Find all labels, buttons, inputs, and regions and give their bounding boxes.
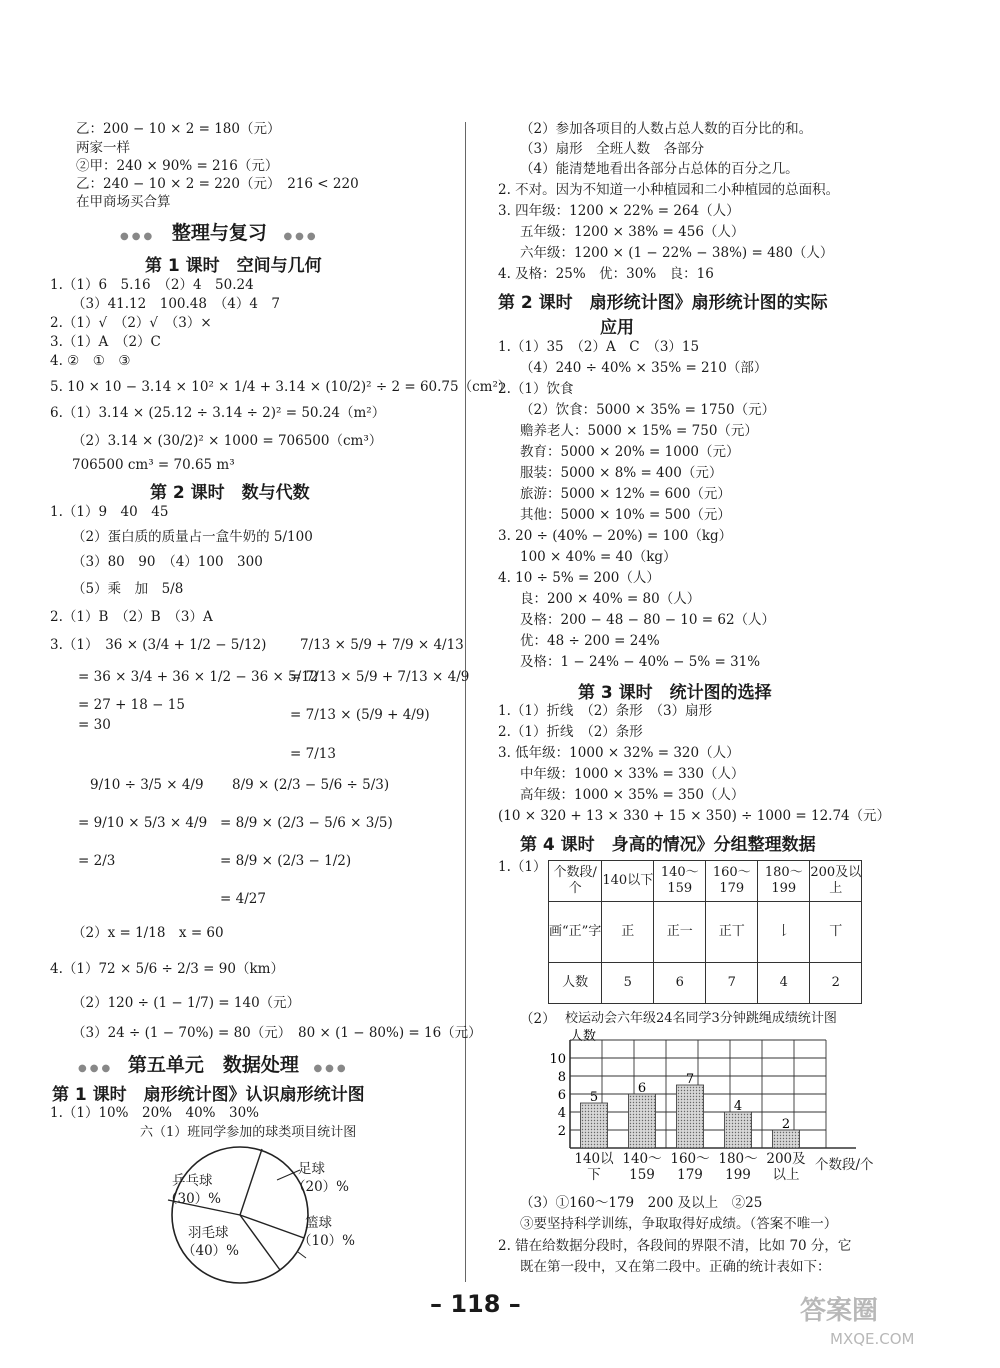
- text-line: 4. ② ① ③: [50, 353, 131, 369]
- bar-value-label: 5: [589, 1090, 599, 1105]
- pie-label-pingpong: 乒乓球: [172, 1173, 213, 1189]
- bar-value-label: 7: [685, 1072, 695, 1087]
- text-line: 旅游：5000 × 12% = 600（元）: [520, 486, 731, 502]
- text-line: 3. 20 ÷ (40% − 20%) = 100（kg）: [498, 528, 733, 544]
- text-line: 两家一样: [76, 140, 130, 156]
- lesson-heading: 第 2 课时 数与代数: [150, 483, 310, 503]
- text-line: 2.（1）饮食: [498, 381, 574, 397]
- watermark-logo: 答案圈: [800, 1296, 879, 1326]
- text-line: （2）x = 1/18 x = 60: [72, 925, 224, 941]
- text-line: （3）41.12 100.48 （4）4 7: [72, 296, 280, 312]
- text-line: 3. 低年级：1000 × 32% = 320（人）: [498, 745, 740, 761]
- text-line: （2）饮食：5000 × 35% = 1750（元）: [520, 402, 776, 418]
- page-number: – 118 –: [430, 1290, 521, 1318]
- pie-label-badminton: 羽毛球: [188, 1225, 229, 1241]
- table-cell: 丅: [810, 902, 862, 963]
- pie-radius: [240, 1215, 304, 1238]
- text-line: = 2/3: [78, 853, 116, 869]
- text-line: 中年级：1000 × 33% = 330（人）: [520, 766, 745, 782]
- bar: [580, 1103, 607, 1148]
- table-cell: 个数段/个: [549, 861, 602, 902]
- tally-table: [548, 860, 862, 1004]
- text-line: （2）3.14 × (30/2)² × 1000 = 706500（cm³）: [72, 433, 383, 449]
- y-tick-label: 2: [557, 1124, 566, 1139]
- text-line: 1.（1）9 40 45: [50, 504, 169, 520]
- text-line: （2）参加各项目的人数占总人数的百分比的和。: [520, 121, 813, 137]
- y-tick-label: 6: [557, 1088, 566, 1103]
- lesson-heading: 第 1 课时 扇形统计图》认识扇形统计图: [52, 1085, 365, 1105]
- table-cell: 140～159: [654, 861, 706, 902]
- text-line: 六年级：1200 × (1 − 22% − 38%) = 480（人）: [520, 245, 834, 261]
- decorative-dots-icon: ●●●: [283, 231, 319, 242]
- bar-value-label: 4: [733, 1099, 743, 1114]
- table-cell: 画“正”字: [549, 902, 602, 963]
- pie-value-pingpong: （30）%: [164, 1191, 222, 1207]
- text-line: 乙：240 − 10 × 2 = 220（元） 216 < 220: [76, 176, 359, 192]
- pie-value-football: （20）%: [292, 1179, 350, 1195]
- text-line: 100 × 40% = 40（kg）: [520, 549, 677, 565]
- text-line: ③要坚持科学训练，争取取得好成绩。（答案不唯一）: [520, 1216, 838, 1232]
- pie-chart-graphic: [168, 1147, 308, 1283]
- text-line: 赡养老人：5000 × 15% = 750（元）: [520, 423, 758, 439]
- table-cell: 正: [602, 902, 654, 963]
- table-row: [549, 963, 862, 1004]
- text-line: 既在第一段中，又在第二段中。正确的统计表如下：: [520, 1259, 831, 1275]
- x-tick-label: 160～179: [670, 1151, 710, 1183]
- table-cell: 5: [602, 963, 654, 1004]
- text-line: 3.（1）A （2）C: [50, 334, 161, 350]
- text-line: 2. 不对。因为不知道一小种植园和二小种植园的总面积。: [498, 182, 840, 198]
- pie-value-basketball: （10）%: [298, 1233, 356, 1249]
- x-tick-label: 180～199: [718, 1151, 758, 1183]
- text-line: （5）乘 加 5/8: [72, 581, 184, 597]
- text-line: 2.（1）B （2）B （3）A: [50, 609, 213, 625]
- text-line: （4）能清楚地看出各部分占总体的百分之几。: [520, 161, 799, 177]
- text-line: = 7/13 × 5/9 + 7/13 × 4/9: [290, 669, 470, 685]
- lesson-heading: 第 4 课时 身高的情况》分组整理数据: [520, 835, 816, 855]
- text-line: 2. 错在给数据分段时，各段间的界限不清，比如 70 分，它: [498, 1238, 852, 1254]
- text-line: 1.（1）折线 （2）条形 （3）扇形: [498, 703, 713, 719]
- text-line: 在甲商场买合算: [76, 194, 171, 210]
- text-line: 优：48 ÷ 200 = 24%: [520, 633, 660, 649]
- text-line: （3）①160～179 200 及以上 ②25: [520, 1195, 763, 1211]
- decorative-dots-icon: ●●●: [78, 1063, 114, 1074]
- bar: [772, 1130, 799, 1148]
- bar-chart-grid: [570, 1040, 856, 1148]
- table-cell: 人数: [549, 963, 602, 1004]
- text-line: 教育：5000 × 20% = 1000（元）: [520, 444, 740, 460]
- bar: [676, 1085, 703, 1148]
- table-cell: 正一: [654, 902, 706, 963]
- text-line: 2.（1）√ （2）√ （3）×: [50, 315, 212, 331]
- y-tick-label: 4: [557, 1106, 566, 1121]
- text-line: = 9/10 × 5/3 × 4/9: [78, 815, 208, 831]
- pie-value-badminton: （40）%: [182, 1243, 240, 1259]
- text-line: （4）240 ÷ 40% × 35% = 210（部）: [520, 360, 768, 376]
- text-line: ②甲：240 × 90% = 216（元）: [76, 158, 279, 174]
- section-heading: ●●● 整理与复习 ●●●: [120, 222, 319, 244]
- text-line: 五年级：1200 × 38% = 456（人）: [520, 224, 745, 240]
- text-line: = 7/13: [290, 746, 336, 762]
- decorative-dots-icon: ●●●: [313, 1063, 349, 1074]
- text-line: 高年级：1000 × 35% = 350（人）: [520, 787, 745, 803]
- bar-chart-yticks: [549, 1052, 566, 1139]
- text-line: (10 × 320 + 13 × 330 + 15 × 350) ÷ 1000 = 12.74（元）: [498, 808, 891, 824]
- unit-heading: ●●● 第五单元 数据处理 ●●●: [78, 1054, 349, 1076]
- bar-chart-bars: [580, 1072, 799, 1148]
- lesson-heading: 第 3 课时 统计图的选择: [578, 683, 772, 703]
- text-line: 及格：200 − 48 − 80 − 10 = 62（人）: [520, 612, 776, 628]
- text-line: = 36 × 3/4 + 36 × 1/2 − 36 × 5/12: [78, 669, 319, 685]
- table-cell: 6: [654, 963, 706, 1004]
- text-line: 2.（1）折线 （2）条形: [498, 724, 643, 740]
- table-row: [549, 902, 862, 963]
- bar-chart-ylabel: 人数: [570, 1029, 597, 1044]
- text-line: 6.（1）3.14 × (25.12 ÷ 3.14 ÷ 2)² = 50.24（m²）: [50, 405, 386, 421]
- text-line: （3）扇形 全班人数 各部分: [520, 141, 705, 157]
- pie-radius: [240, 1215, 280, 1270]
- table-cell: 正丅: [706, 902, 758, 963]
- bar-chart-xlabel: 个数段/个: [815, 1157, 874, 1173]
- text-line: = 4/27: [220, 891, 266, 907]
- bar-value-label: 6: [637, 1081, 647, 1096]
- pie-chart: [140, 1140, 380, 1290]
- text-line: = 8/9 × (2/3 − 5/6 × 3/5): [220, 815, 393, 831]
- text-line: 9/10 ÷ 3/5 × 4/9: [90, 777, 204, 793]
- text-line: 4.（1）72 × 5/6 ÷ 2/3 = 90（km）: [50, 961, 284, 977]
- text-line: 良：200 × 40% = 80（人）: [520, 591, 701, 607]
- y-tick-label: 8: [557, 1070, 566, 1085]
- x-tick-label: 200及以上: [766, 1151, 806, 1183]
- table-cell: 140以下: [602, 861, 654, 902]
- table-cell: 200及以上: [810, 861, 862, 902]
- pie-leader-line: [298, 1252, 306, 1258]
- bar-value-label: 2: [781, 1117, 791, 1132]
- x-tick-label: 140以下: [574, 1151, 614, 1183]
- lesson-heading: 第 1 课时 空间与几何: [145, 256, 322, 276]
- table-cell: 160～179: [706, 861, 758, 902]
- table-row: [549, 861, 862, 902]
- text-line: 5. 10 × 10 − 3.14 × 10² × 1/4 + 3.14 × (10/2)² ÷ 2 = 60.75（cm²）: [50, 379, 512, 395]
- bar: [628, 1094, 655, 1148]
- text-line: 3.（1） 36 × (3/4 + 1/2 − 5/12): [50, 637, 267, 653]
- text-line: 4. 10 ÷ 5% = 200（人）: [498, 570, 660, 586]
- text-line: = 30: [78, 717, 111, 733]
- lesson-heading: 第 2 课时 扇形统计图》扇形统计图的实际: [498, 293, 828, 313]
- x-tick-label: 140～159: [622, 1151, 662, 1183]
- text-line: （2）: [520, 1011, 556, 1027]
- text-line: 8/9 × (2/3 − 5/6 ÷ 5/3): [232, 777, 390, 793]
- text-line: = 7/13 × (5/9 + 4/9): [290, 707, 430, 723]
- text-line: （2）120 ÷ (1 − 1/7) = 140（元）: [72, 995, 301, 1011]
- text-line: 及格：1 − 24% − 40% − 5% = 31%: [520, 654, 761, 670]
- text-line: 3. 四年级：1200 × 22% = 264（人）: [498, 203, 740, 219]
- text-line: = 8/9 × (2/3 − 1/2): [220, 853, 352, 869]
- table-cell: 7: [706, 963, 758, 1004]
- watermark-url: MXQE.COM: [830, 1330, 915, 1348]
- text-line: 7/13 × 5/9 + 7/9 × 4/13: [300, 637, 464, 653]
- bar: [724, 1112, 751, 1148]
- table-cell: 𠄌: [758, 902, 810, 963]
- pie-label-football: 足球: [298, 1161, 325, 1177]
- text-line: 乙：200 − 10 × 2 = 180（元）: [76, 121, 281, 137]
- text-line: 1.（1）: [498, 859, 547, 875]
- pie-chart-title: 六（1）班同学参加的球类项目统计图: [140, 1125, 357, 1140]
- text-line: （3）80 90 （4）100 300: [72, 554, 263, 570]
- table-cell: 4: [758, 963, 810, 1004]
- text-line: 1.（1）35 （2）A C （3）15: [498, 339, 700, 355]
- text-line: （3）24 ÷ (1 − 70%) = 80（元） 80 × (1 − 80%) = 16（元）: [72, 1025, 482, 1041]
- pie-radius: [240, 1149, 262, 1215]
- column-divider: [465, 122, 466, 1282]
- table-cell: 2: [810, 963, 862, 1004]
- decorative-dots-icon: ●●●: [120, 231, 156, 242]
- text-line: 服装：5000 × 8% = 400（元）: [520, 465, 723, 481]
- table-cell: 180～199: [758, 861, 810, 902]
- text-line: （2）蛋白质的质量占一盒牛奶的 5/100: [72, 529, 313, 545]
- text-line: = 27 + 18 − 15: [78, 697, 185, 713]
- text-line: 4. 及格：25% 优：30% 良：16: [498, 266, 714, 282]
- text-line: 其他：5000 × 10% = 500（元）: [520, 507, 731, 523]
- text-line: 706500 cm³ = 70.65 m³: [72, 457, 235, 473]
- lesson-heading: 应用: [600, 318, 634, 338]
- text-line: 1.（1）6 5.16 （2）4 50.24: [50, 277, 254, 293]
- text-line: 1.（1）10% 20% 40% 30%: [50, 1105, 259, 1121]
- y-tick-label: 10: [549, 1052, 566, 1067]
- pie-label-basketball: 篮球: [305, 1215, 332, 1231]
- bar-chart-title: 校运动会六年级24名同学3分钟跳绳成绩统计图: [565, 1011, 837, 1026]
